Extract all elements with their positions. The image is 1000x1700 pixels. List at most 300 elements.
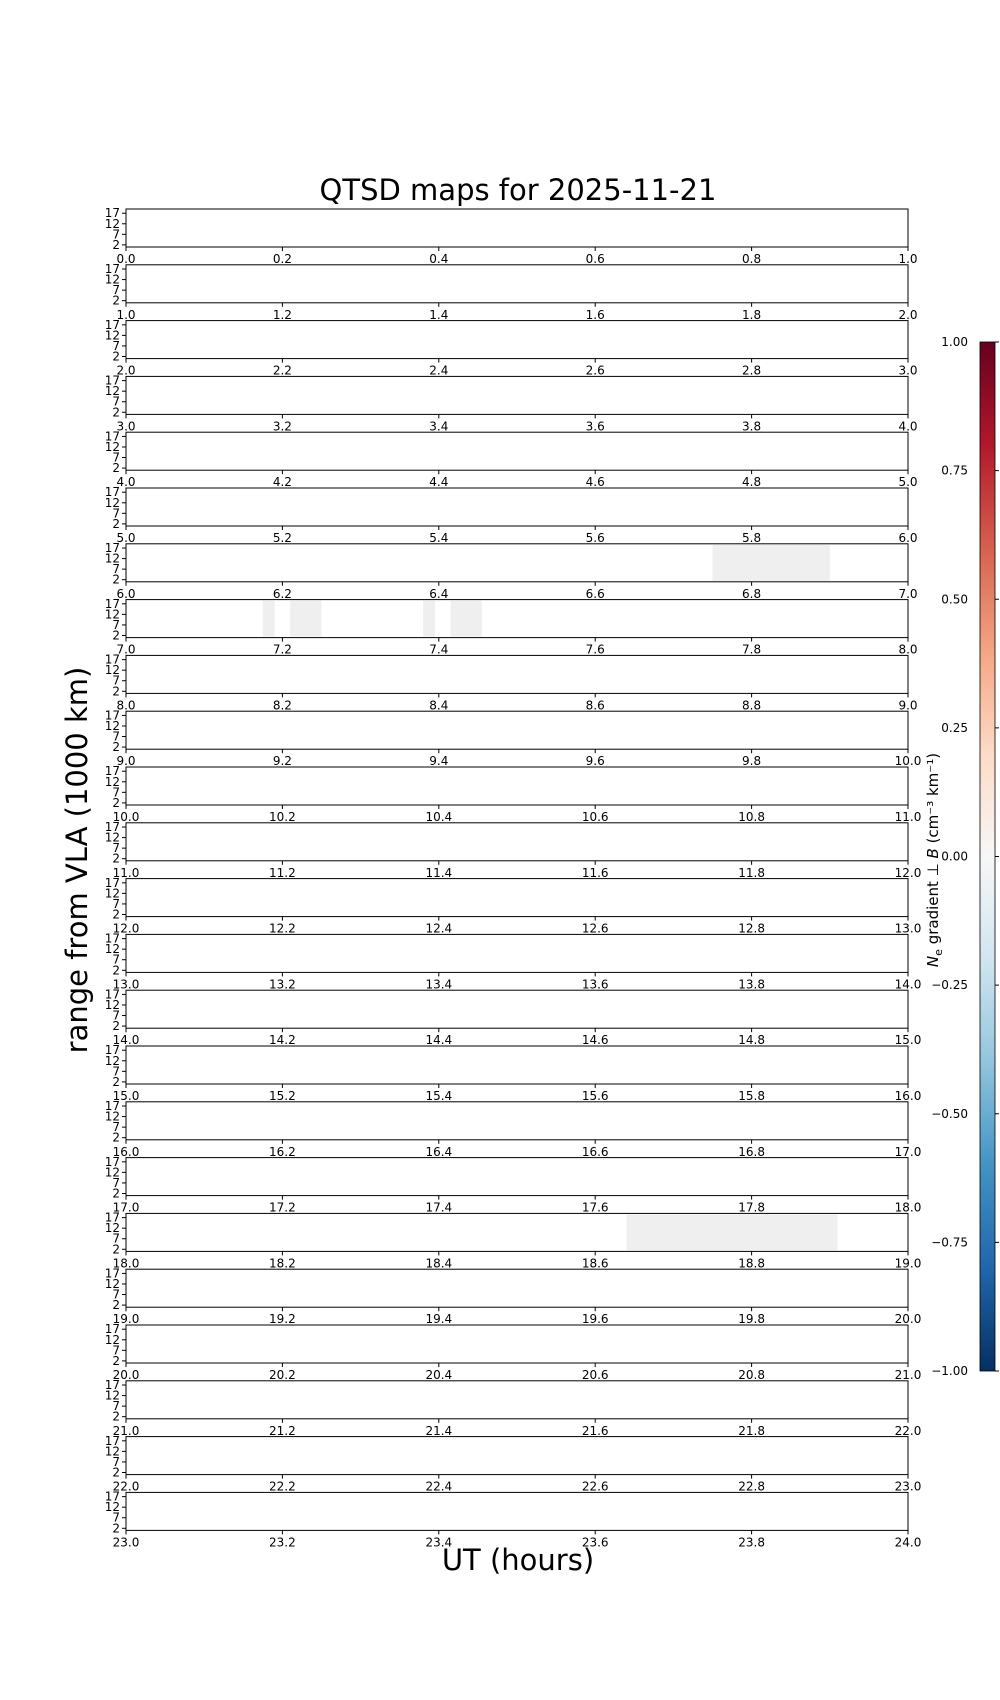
y-tick-label: 17	[104, 1266, 120, 1281]
y-tick-label: 17	[104, 1433, 120, 1448]
y-tick-label: 12	[104, 1165, 120, 1180]
x-tick-label: 6.8	[742, 586, 762, 601]
y-tick-label: 17	[104, 1322, 120, 1337]
panel	[105, 932, 922, 992]
colorbar	[924, 335, 999, 1378]
x-tick-label: 3.0	[116, 419, 136, 434]
x-tick-label: 5.0	[116, 531, 136, 545]
x-tick-label: 7.0	[898, 586, 918, 601]
x-tick-label: 1.4	[429, 307, 449, 322]
panel	[105, 764, 922, 824]
x-tick-label: 16.0	[894, 1089, 922, 1103]
panel	[105, 1266, 922, 1326]
x-tick-label: 3.6	[585, 419, 605, 434]
panel	[105, 597, 918, 657]
x-tick-label: 0.4	[429, 252, 449, 266]
y-tick-label: 17	[104, 262, 120, 277]
colorbar-tick-label: 0.00	[941, 849, 968, 864]
colorbar-gradient	[980, 342, 995, 1371]
x-tick-label: 8.4	[429, 698, 449, 713]
y-tick-label: 17	[104, 429, 120, 444]
x-tick-label: 10.2	[269, 810, 296, 824]
x-tick-label: 2.4	[429, 363, 449, 378]
x-tick-label: 6.0	[898, 531, 918, 545]
y-tick-label: 17	[104, 1210, 120, 1225]
x-tick-label: 22.8	[738, 1479, 765, 1494]
data-region	[290, 601, 321, 637]
y-tick-label: 7	[112, 283, 120, 298]
y-tick-label: 12	[104, 886, 120, 901]
x-tick-label: 11.2	[269, 865, 296, 880]
x-tick-label: 1.8	[742, 307, 762, 322]
panel	[105, 876, 922, 936]
x-tick-label: 9.8	[742, 754, 762, 769]
y-tick-label: 2	[112, 293, 120, 308]
x-tick-label: 20.6	[581, 1368, 609, 1382]
x-tick-label: 13.2	[269, 977, 296, 992]
y-tick-label: 2	[112, 516, 120, 531]
y-tick-label: 7	[112, 450, 120, 465]
y-tick-label: 12	[104, 774, 120, 789]
x-tick-label: 15.8	[738, 1089, 765, 1103]
x-tick-label: 14.8	[738, 1033, 765, 1048]
x-tick-label: 6.6	[585, 586, 605, 601]
y-tick-label: 2	[112, 349, 120, 364]
x-tick-label: 0.8	[742, 252, 762, 266]
x-tick-label: 13.6	[581, 977, 609, 992]
colorbar-tick-label: 0.75	[941, 463, 968, 478]
x-tick-label: 14.2	[269, 1033, 296, 1048]
x-tick-label: 15.2	[269, 1089, 296, 1103]
y-tick-label: 7	[112, 785, 120, 800]
y-tick-label: 7	[112, 617, 120, 632]
y-tick-label: 7	[112, 1120, 120, 1135]
x-tick-label: 3.0	[898, 363, 918, 378]
x-tick-label: 12.8	[738, 921, 765, 936]
y-tick-label: 12	[104, 1276, 120, 1291]
y-tick-label: 2	[112, 461, 120, 476]
y-tick-label: 17	[104, 820, 120, 835]
panel	[105, 1434, 922, 1494]
y-tick-label: 17	[104, 987, 120, 1002]
x-tick-label: 21.8	[738, 1423, 765, 1438]
x-tick-label: 7.6	[585, 642, 605, 657]
y-tick-label: 7	[112, 841, 120, 856]
x-tick-label: 1.2	[272, 307, 292, 322]
colorbar-tick-label: 1.00	[941, 335, 968, 349]
x-tick-label: 11.0	[112, 865, 140, 880]
x-tick-label: 23.8	[738, 1535, 765, 1550]
panel-frame	[126, 321, 908, 359]
x-tick-label: 1.6	[585, 307, 605, 322]
y-tick-label: 12	[104, 328, 120, 343]
y-tick-label: 17	[104, 206, 120, 221]
x-tick-label: 2.2	[272, 363, 292, 378]
panel	[105, 206, 918, 266]
y-tick-label: 12	[104, 272, 120, 287]
x-tick-label: 12.0	[112, 921, 140, 936]
x-tick-label: 17.4	[425, 1200, 453, 1215]
y-tick-label: 17	[104, 596, 120, 611]
y-tick-label: 2	[112, 1298, 120, 1313]
x-tick-label: 19.2	[269, 1312, 296, 1327]
y-tick-label: 17	[104, 1043, 120, 1058]
x-tick-label: 18.2	[269, 1256, 296, 1271]
data-region	[451, 601, 482, 637]
x-tick-label: 23.0	[894, 1479, 922, 1494]
x-tick-label: 20.8	[738, 1368, 765, 1382]
y-tick-label: 2	[112, 1074, 120, 1089]
x-tick-label: 4.2	[272, 475, 292, 490]
y-tick-label: 7	[112, 1008, 120, 1023]
x-tick-label: 17.0	[894, 1144, 922, 1159]
x-tick-label: 13.4	[425, 977, 453, 992]
y-tick-label: 12	[104, 830, 120, 845]
y-tick-label: 2	[112, 1186, 120, 1201]
x-tick-label: 18.6	[581, 1256, 609, 1271]
x-tick-label: 16.8	[738, 1144, 765, 1159]
y-tick-label: 7	[112, 1064, 120, 1079]
data-region	[423, 601, 435, 637]
panel-frame	[126, 1102, 908, 1140]
x-tick-label: 9.4	[429, 754, 449, 769]
panel	[105, 1490, 922, 1550]
y-tick-label: 12	[104, 1221, 120, 1236]
x-tick-label: 2.0	[116, 363, 136, 378]
x-tick-label: 4.8	[742, 475, 762, 490]
x-tick-label: 8.2	[272, 698, 292, 713]
y-tick-label: 12	[104, 1053, 120, 1068]
x-tick-label: 13.8	[738, 977, 765, 992]
panel-frame	[126, 376, 908, 414]
panel	[105, 485, 918, 545]
y-tick-label: 7	[112, 1287, 120, 1302]
y-tick-label: 2	[112, 1130, 120, 1145]
colorbar-tick-label: −1.00	[931, 1364, 968, 1378]
y-tick-label: 7	[112, 506, 120, 521]
x-tick-label: 10.6	[581, 810, 609, 824]
y-tick-label: 2	[112, 1409, 120, 1424]
panel	[105, 429, 918, 489]
x-tick-label: 9.0	[116, 754, 136, 769]
x-tick-label: 16.6	[581, 1144, 609, 1159]
x-tick-label: 23.6	[581, 1535, 609, 1550]
x-tick-label: 11.4	[425, 865, 453, 880]
y-tick-label: 17	[104, 373, 120, 388]
x-tick-label: 21.0	[112, 1423, 140, 1438]
panel-stack	[105, 206, 922, 1549]
panel-frame	[126, 711, 908, 749]
panel	[105, 1211, 922, 1271]
x-tick-label: 11.6	[581, 865, 609, 880]
x-tick-label: 22.0	[112, 1479, 140, 1494]
x-tick-label: 19.6	[581, 1312, 609, 1327]
y-tick-label: 7	[112, 394, 120, 409]
y-tick-label: 12	[104, 551, 120, 566]
y-tick-label: 2	[112, 740, 120, 755]
y-tick-label: 17	[104, 708, 120, 723]
y-tick-label: 17	[104, 764, 120, 779]
y-tick-label: 7	[112, 1510, 120, 1525]
x-tick-label: 7.0	[116, 642, 136, 657]
x-tick-label: 18.8	[738, 1256, 765, 1271]
x-tick-label: 16.2	[269, 1144, 296, 1159]
x-tick-label: 15.0	[112, 1089, 140, 1103]
x-tick-label: 21.4	[425, 1423, 453, 1438]
y-tick-label: 12	[104, 997, 120, 1012]
x-tick-label: 8.8	[742, 698, 762, 713]
x-tick-label: 5.2	[272, 531, 292, 545]
panel	[105, 987, 922, 1047]
y-tick-label: 7	[112, 562, 120, 577]
panel-frame	[126, 655, 908, 693]
x-tick-label: 6.4	[429, 586, 449, 601]
y-tick-label: 12	[104, 607, 120, 622]
x-tick-label: 22.2	[269, 1479, 296, 1494]
x-tick-label: 20.0	[112, 1368, 140, 1382]
y-tick-label: 12	[104, 1500, 120, 1515]
panel	[105, 541, 918, 601]
x-tick-label: 17.6	[581, 1200, 609, 1215]
x-tick-label: 10.0	[894, 754, 922, 769]
x-tick-label: 18.4	[425, 1256, 453, 1271]
x-tick-label: 24.0	[894, 1535, 922, 1550]
y-tick-label: 7	[112, 1175, 120, 1190]
x-tick-label: 13.0	[112, 977, 140, 992]
y-tick-label: 7	[112, 673, 120, 688]
x-tick-label: 17.0	[112, 1200, 140, 1215]
y-tick-label: 17	[104, 1154, 120, 1169]
x-tick-label: 21.0	[894, 1368, 922, 1382]
x-tick-label: 22.4	[425, 1479, 453, 1494]
x-tick-label: 16.0	[112, 1144, 140, 1159]
x-tick-label: 14.6	[581, 1033, 609, 1048]
y-tick-label: 2	[112, 1353, 120, 1368]
data-region	[713, 545, 830, 581]
x-tick-label: 19.0	[112, 1312, 140, 1327]
x-tick-label: 3.8	[742, 419, 762, 434]
y-tick-label: 7	[112, 1231, 120, 1246]
y-tick-label: 12	[104, 495, 120, 510]
x-tick-label: 12.4	[425, 921, 453, 936]
x-tick-label: 18.0	[894, 1200, 922, 1215]
y-tick-label: 2	[112, 1019, 120, 1034]
panel-frame	[126, 1381, 908, 1419]
x-tick-label: 12.6	[581, 921, 609, 936]
y-tick-label: 7	[112, 227, 120, 242]
data-region	[263, 601, 275, 637]
x-tick-label: 20.4	[425, 1368, 453, 1382]
y-tick-label: 17	[104, 541, 120, 556]
y-tick-label: 7	[112, 896, 120, 911]
y-tick-label: 2	[112, 572, 120, 587]
x-tick-label: 2.8	[742, 363, 762, 378]
colorbar-tick-label: −0.75	[931, 1235, 968, 1250]
x-tick-label: 5.8	[742, 531, 762, 545]
panel	[105, 1043, 922, 1103]
y-tick-label: 2	[112, 1242, 120, 1257]
x-tick-label: 23.2	[269, 1535, 296, 1550]
panel	[105, 262, 918, 322]
y-tick-label: 17	[104, 652, 120, 667]
colorbar-tick-label: 0.25	[941, 720, 968, 735]
panel-frame	[126, 1269, 908, 1307]
y-tick-label: 17	[104, 875, 120, 890]
x-tick-label: 19.4	[425, 1312, 453, 1327]
panel	[105, 820, 922, 880]
x-tick-label: 14.0	[112, 1033, 140, 1048]
y-tick-label: 12	[104, 1332, 120, 1347]
x-tick-label: 17.8	[738, 1200, 765, 1215]
colorbar-tick-label: −0.25	[931, 978, 968, 993]
y-tick-label: 7	[112, 338, 120, 353]
x-tick-label: 8.6	[585, 698, 605, 713]
x-tick-label: 22.6	[581, 1479, 609, 1494]
x-tick-label: 4.4	[429, 475, 449, 490]
panel	[105, 318, 918, 378]
y-tick-label: 17	[104, 317, 120, 332]
y-tick-label: 12	[104, 718, 120, 733]
x-tick-label: 9.6	[585, 754, 605, 769]
y-tick-label: 2	[112, 907, 120, 922]
panel-frame	[126, 1325, 908, 1363]
y-tick-label: 7	[112, 1343, 120, 1358]
x-axis-label: UT (hours)	[441, 1543, 595, 1577]
panel-frame	[126, 934, 908, 972]
x-tick-label: 0.2	[272, 252, 292, 266]
colorbar-label: $N_e$ gradient ⊥ B (cm⁻³ km⁻¹)	[924, 752, 945, 968]
panel	[105, 374, 918, 434]
x-tick-label: 7.4	[429, 642, 449, 657]
x-tick-label: 13.0	[894, 921, 922, 936]
x-tick-label: 15.4	[425, 1089, 453, 1103]
panel-frame	[126, 823, 908, 861]
panel-frame	[126, 990, 908, 1028]
chart-title: QTSD maps for 2025-11-21	[319, 173, 717, 207]
panel	[105, 1155, 922, 1215]
colorbar-tick-label: −0.50	[931, 1106, 968, 1121]
x-tick-label: 7.2	[272, 642, 292, 657]
y-tick-label: 7	[112, 1454, 120, 1469]
y-tick-label: 7	[112, 952, 120, 967]
panel	[105, 653, 918, 713]
x-tick-label: 5.6	[585, 531, 605, 545]
x-tick-label: 14.0	[894, 977, 922, 992]
x-tick-label: 5.4	[429, 531, 449, 545]
x-tick-label: 12.0	[894, 865, 922, 880]
x-tick-label: 23.4	[425, 1535, 453, 1550]
y-tick-label: 12	[104, 439, 120, 454]
y-tick-label: 17	[104, 1099, 120, 1114]
x-tick-label: 20.2	[269, 1368, 296, 1382]
x-tick-label: 23.0	[112, 1535, 140, 1550]
panel-frame	[126, 488, 908, 526]
y-tick-label: 2	[112, 851, 120, 866]
x-tick-label: 19.8	[738, 1312, 765, 1327]
y-tick-label: 12	[104, 1109, 120, 1124]
y-tick-label: 17	[104, 485, 120, 500]
panel-frame	[126, 432, 908, 470]
x-tick-label: 11.0	[894, 810, 922, 824]
panel-frame	[126, 600, 908, 638]
x-tick-label: 15.0	[894, 1033, 922, 1048]
y-tick-label: 2	[112, 1465, 120, 1480]
y-tick-label: 2	[112, 237, 120, 252]
panel	[105, 1322, 922, 1382]
y-tick-label: 12	[104, 1444, 120, 1459]
y-tick-label: 2	[112, 1521, 120, 1536]
x-tick-label: 16.4	[425, 1144, 453, 1159]
panel	[105, 708, 922, 768]
panel-frame	[126, 1158, 908, 1196]
x-tick-label: 12.2	[269, 921, 296, 936]
y-tick-label: 17	[104, 1378, 120, 1393]
x-tick-label: 11.8	[738, 865, 765, 880]
panel-frame	[126, 1492, 908, 1530]
y-tick-label: 2	[112, 628, 120, 643]
x-tick-label: 10.4	[425, 810, 453, 824]
panel-frame	[126, 209, 908, 247]
x-tick-label: 14.4	[425, 1033, 453, 1048]
panel	[105, 1099, 922, 1159]
y-tick-label: 2	[112, 963, 120, 978]
panel-frame	[126, 767, 908, 805]
x-tick-label: 10.8	[738, 810, 765, 824]
x-tick-label: 17.2	[269, 1200, 296, 1215]
panel-frame	[126, 1437, 908, 1475]
y-tick-label: 7	[112, 1399, 120, 1414]
x-tick-label: 4.0	[116, 475, 136, 490]
x-tick-label: 1.0	[116, 307, 136, 322]
x-tick-label: 6.0	[116, 586, 136, 601]
y-axis-label: range from VLA (1000 km)	[60, 666, 94, 1054]
x-tick-label: 4.0	[898, 419, 918, 434]
x-tick-label: 9.2	[272, 754, 292, 769]
x-tick-label: 9.0	[898, 698, 918, 713]
x-tick-label: 0.6	[585, 252, 605, 266]
x-tick-label: 6.2	[272, 586, 292, 601]
x-tick-label: 20.0	[894, 1312, 922, 1327]
panel	[105, 1378, 922, 1438]
colorbar-tick-label: 0.50	[941, 592, 968, 607]
x-tick-label: 21.6	[581, 1423, 609, 1438]
x-tick-label: 8.0	[898, 642, 918, 657]
x-tick-label: 3.4	[429, 419, 449, 434]
y-tick-label: 17	[104, 1489, 120, 1504]
x-tick-label: 2.0	[898, 307, 918, 322]
x-tick-label: 5.0	[898, 475, 918, 490]
x-tick-label: 2.6	[585, 363, 605, 378]
x-tick-label: 19.0	[894, 1256, 922, 1271]
y-tick-label: 7	[112, 729, 120, 744]
y-tick-label: 12	[104, 663, 120, 678]
x-tick-label: 21.2	[269, 1423, 296, 1438]
y-tick-label: 2	[112, 684, 120, 699]
panel-frame	[126, 1046, 908, 1084]
y-tick-label: 2	[112, 405, 120, 420]
x-tick-label: 10.0	[112, 810, 140, 824]
x-tick-label: 3.2	[272, 419, 292, 434]
y-tick-label: 12	[104, 942, 120, 957]
panel-frame	[126, 879, 908, 917]
y-tick-label: 17	[104, 931, 120, 946]
x-tick-label: 4.6	[585, 475, 605, 490]
x-tick-label: 22.0	[894, 1423, 922, 1438]
y-tick-label: 2	[112, 795, 120, 810]
x-tick-label: 7.8	[742, 642, 762, 657]
y-tick-label: 12	[104, 216, 120, 231]
x-tick-label: 8.0	[116, 698, 136, 713]
